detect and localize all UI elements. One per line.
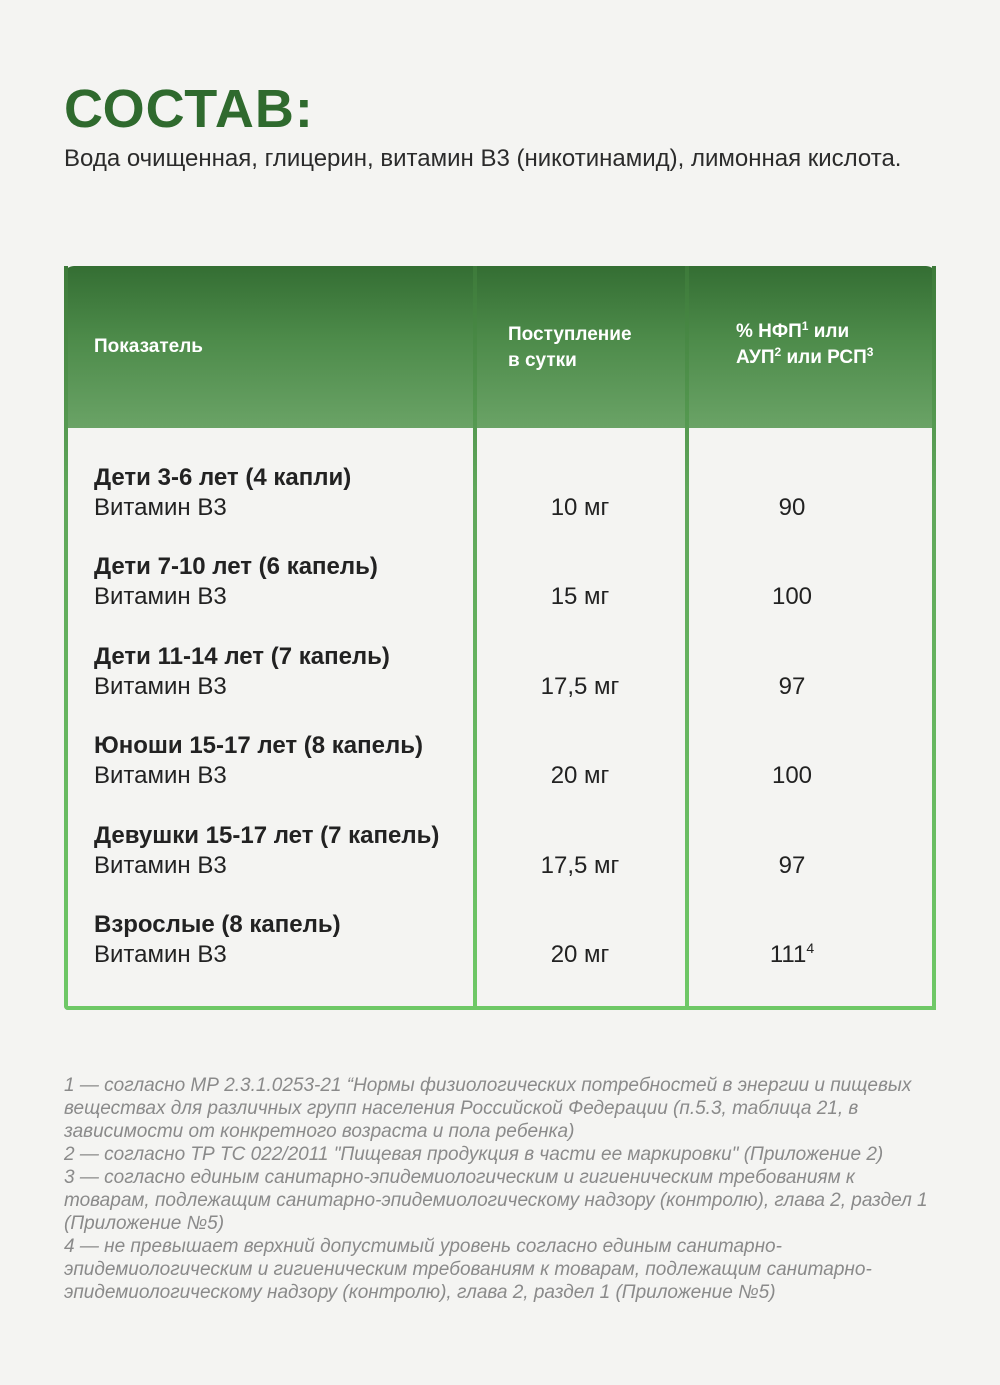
- row-percent-value: 111: [769, 941, 807, 968]
- header-percent-nfp: % НФП: [736, 321, 802, 342]
- row-percent: [687, 851, 897, 881]
- row-group: Взрослые (8 капель): [94, 911, 341, 938]
- row-intake: 17,5 мг: [540, 673, 620, 700]
- row-intake: 20 мг: [550, 941, 610, 968]
- page-title: СОСТАВ:: [64, 79, 314, 139]
- table-row: [64, 821, 936, 911]
- row-intake: 20 мг: [550, 762, 610, 789]
- row-group: Девушки 15-17 лет (7 капель): [94, 822, 440, 849]
- header-intake: [508, 322, 678, 374]
- row-label: [94, 463, 351, 523]
- header-percent-sup2: 2: [774, 345, 782, 359]
- row-nutrient: Витамин В3: [94, 762, 227, 789]
- row-percent-value: 97: [778, 852, 806, 879]
- table-row: [64, 731, 936, 821]
- row-label: [94, 552, 378, 612]
- row-percent-value: 97: [778, 673, 806, 700]
- row-percent: [687, 761, 897, 791]
- row-group: Юноши 15-17 лет (8 капель): [94, 732, 423, 759]
- header-percent: [736, 319, 926, 371]
- header-indicator: [94, 334, 203, 360]
- row-percent: [687, 582, 897, 612]
- row-intake: 10 мг: [550, 494, 610, 521]
- footnote-4: 4 — не превышает верхний допустимый уровень согласно единым санитарно-эпидемиологическим и гигиеническим требованиям к товарам, подлежащим санитарно-эпидемиологическому надзору (контролю), глава 2, раздел 1 (Приложение №5): [64, 1236, 872, 1303]
- row-nutrient: Витамин В3: [94, 852, 227, 879]
- composition-text: Вода очищенная, глицерин, витамин В3 (никотинамид), лимонная кислота.: [64, 145, 902, 172]
- row-intake: 17,5 мг: [540, 852, 620, 879]
- table-border-bottom: [64, 1006, 936, 1010]
- footnotes: [64, 1074, 944, 1304]
- row-group: Дети 7-10 лет (6 капель): [94, 553, 378, 580]
- row-label: [94, 731, 423, 791]
- row-group: Дети 11-14 лет (7 капель): [94, 643, 390, 670]
- row-label: [94, 821, 439, 881]
- row-percent-value: 90: [778, 494, 806, 521]
- row-percent-value: 100: [771, 583, 813, 610]
- footnote-1: 1 — согласно МР 2.3.1.0253-21 “Нормы физиологических потребностей в энергии и пищевых веществах для различных групп населения Российской Федерации (п.5.3, таблица 21, в зависимости от конкретного возраста и пола ребенка): [64, 1075, 912, 1142]
- header-percent-rsp: или РСП: [781, 347, 867, 368]
- row-nutrient: Витамин В3: [94, 583, 227, 610]
- footnote-3: 3 — согласно единым санитарно-эпидемиологическим и гигиеническим требованиям к товарам, подлежащим санитарно-эпидемиологическому надзору (контролю), глава 2, раздел 1 (Приложение №5): [64, 1167, 928, 1234]
- table-row: [64, 552, 936, 642]
- row-label: [94, 910, 341, 970]
- footnote-2: 2 — согласно ТР ТС 022/2011 "Пищевая продукция в части ее маркировки" (Приложение 2): [64, 1144, 884, 1165]
- row-nutrient: Витамин В3: [94, 494, 227, 521]
- table-row: [64, 642, 936, 732]
- table-row: [64, 463, 936, 553]
- header-percent-aup: АУП: [736, 347, 775, 368]
- header-percent-sup1: 1: [801, 319, 809, 333]
- header-indicator-label: Показатель: [94, 336, 203, 357]
- row-percent: [687, 940, 897, 970]
- header-percent-or1: или: [808, 321, 850, 342]
- row-nutrient: Витамин В3: [94, 941, 227, 968]
- row-group: Дети 3-6 лет (4 капли): [94, 464, 352, 491]
- row-label: [94, 642, 390, 702]
- header-intake-line2: в сутки: [508, 350, 577, 371]
- row-nutrient: Витамин В3: [94, 673, 227, 700]
- row-percent: [687, 672, 897, 702]
- row-intake: 15 мг: [550, 583, 610, 610]
- row-percent-value: 100: [771, 762, 813, 789]
- row-percent: [687, 493, 897, 523]
- row-percent-sup: 4: [806, 940, 815, 956]
- header-percent-sup3: 3: [866, 345, 874, 359]
- header-intake-line1: Поступление: [508, 324, 632, 345]
- table-row: [64, 910, 936, 1000]
